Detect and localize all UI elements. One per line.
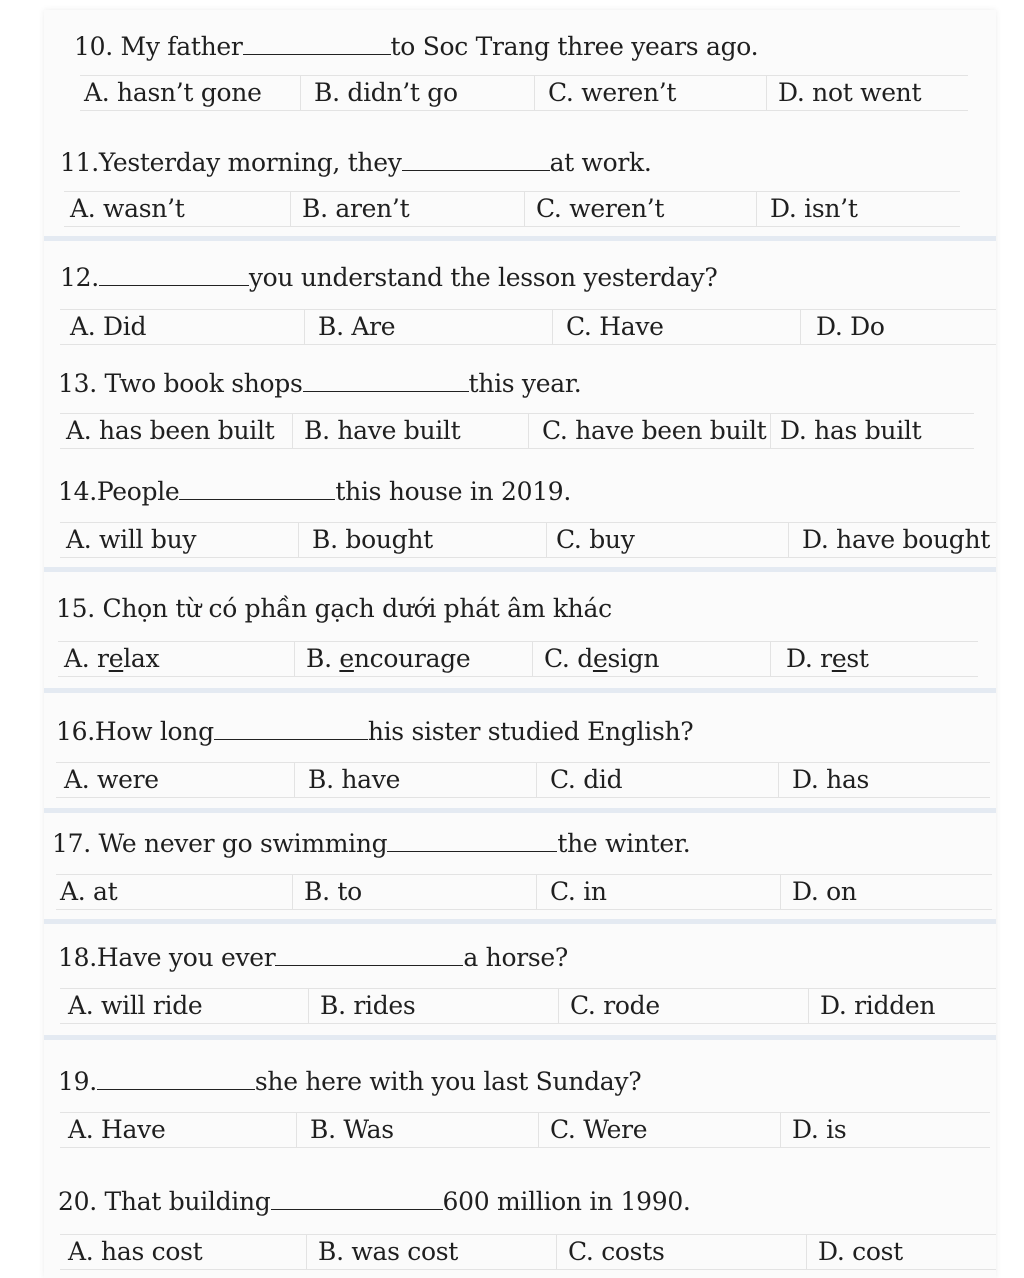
option-c[interactable]: C. in xyxy=(550,877,607,906)
question-stem: 17. We never go swimming the winter. xyxy=(52,828,691,858)
option-d[interactable]: D. on xyxy=(792,877,857,906)
option-b[interactable]: B. aren’t xyxy=(302,194,410,223)
options-row xyxy=(60,413,974,449)
option-c[interactable]: C. have been built xyxy=(542,416,767,445)
options-row xyxy=(80,75,968,111)
answer-blank xyxy=(243,30,391,55)
option-c[interactable]: C. weren’t xyxy=(548,78,677,107)
option-a[interactable]: A. will buy xyxy=(66,525,197,554)
answer-blank xyxy=(402,146,550,171)
option-a[interactable]: A. Did xyxy=(70,312,147,341)
option-d[interactable]: D. Do xyxy=(816,312,885,341)
option-c[interactable]: C. weren’t xyxy=(536,194,665,223)
option-c[interactable]: C. Were xyxy=(550,1115,648,1144)
option-a[interactable]: A. were xyxy=(64,765,159,794)
answer-blank xyxy=(275,941,463,966)
underlined-letter: e xyxy=(339,644,354,673)
option-c[interactable]: C. rode xyxy=(570,991,660,1020)
option-a[interactable]: A. has been built xyxy=(66,416,275,445)
options-row xyxy=(64,191,960,227)
option-d[interactable]: D. have bought xyxy=(802,525,991,554)
divider xyxy=(44,236,996,241)
answer-blank xyxy=(99,261,249,286)
answer-blank xyxy=(214,715,368,740)
option-b[interactable]: B. have built xyxy=(304,416,461,445)
option-b[interactable]: B. didn’t go xyxy=(314,78,458,107)
question-stem: 12. you understand the lesson yesterday? xyxy=(60,262,718,292)
underlined-letter: e xyxy=(592,644,608,673)
options-row xyxy=(60,988,996,1024)
options-row xyxy=(60,522,996,558)
option-a[interactable]: A. at xyxy=(60,877,118,906)
option-b[interactable]: B. to xyxy=(304,877,362,906)
options-row xyxy=(60,1112,990,1148)
option-c[interactable]: C. design xyxy=(544,644,660,673)
question-stem: 19. she here with you last Sunday? xyxy=(58,1066,642,1096)
answer-blank xyxy=(303,367,469,392)
divider xyxy=(44,808,996,813)
options-row xyxy=(60,1234,996,1270)
divider xyxy=(44,919,996,924)
worksheet xyxy=(44,10,996,1278)
option-b[interactable]: B. Are xyxy=(318,312,396,341)
option-b[interactable]: B. encourage xyxy=(306,644,471,673)
option-d[interactable]: D. has built xyxy=(780,416,922,445)
option-a[interactable]: A. has cost xyxy=(68,1237,203,1266)
question-stem: 13. Two book shops this year. xyxy=(58,368,582,398)
divider xyxy=(44,1035,996,1040)
options-row xyxy=(56,762,990,798)
option-c[interactable]: C. buy xyxy=(556,525,635,554)
option-c[interactable]: C. did xyxy=(550,765,623,794)
option-a[interactable]: A. will ride xyxy=(68,991,203,1020)
underlined-letter: e xyxy=(108,644,124,673)
option-d[interactable]: D. not went xyxy=(778,78,922,107)
divider xyxy=(44,688,996,693)
option-a[interactable]: A. wasn’t xyxy=(70,194,185,223)
options-row xyxy=(58,641,978,677)
option-b[interactable]: B. Was xyxy=(310,1115,394,1144)
answer-blank xyxy=(97,1065,255,1090)
options-row xyxy=(56,874,992,910)
answer-blank xyxy=(387,827,557,852)
option-c[interactable]: C. costs xyxy=(568,1237,665,1266)
option-d[interactable]: D. ridden xyxy=(820,991,936,1020)
answer-blank xyxy=(271,1185,443,1210)
options-row xyxy=(60,309,996,345)
question-stem: 14.People this house in 2019. xyxy=(58,476,572,506)
question-stem: 15. Chọn từ có phần gạch dưới phát âm khác xyxy=(56,594,612,623)
option-d[interactable]: D. rest xyxy=(786,644,869,673)
divider xyxy=(44,567,996,572)
option-d[interactable]: D. isn’t xyxy=(770,194,858,223)
question-stem: 16.How long his sister studied English? xyxy=(56,716,694,746)
question-stem: 10. My father to Soc Trang three years ago. xyxy=(74,31,759,61)
question-stem: 20. That building 600 million in 1990. xyxy=(58,1186,691,1216)
option-a[interactable]: A. Have xyxy=(68,1115,166,1144)
option-a[interactable]: A. hasn’t gone xyxy=(84,78,262,107)
option-b[interactable]: B. have xyxy=(308,765,401,794)
question-stem: 18.Have you ever a horse? xyxy=(58,942,569,972)
option-a[interactable]: A. relax xyxy=(64,644,160,673)
option-c[interactable]: C. Have xyxy=(566,312,664,341)
option-b[interactable]: B. rides xyxy=(320,991,416,1020)
underlined-letter: e xyxy=(831,644,847,673)
option-d[interactable]: D. has xyxy=(792,765,870,794)
question-stem: 11.Yesterday morning, they at work. xyxy=(60,147,652,177)
answer-blank xyxy=(179,475,335,500)
option-b[interactable]: B. bought xyxy=(312,525,433,554)
option-d[interactable]: D. is xyxy=(792,1115,847,1144)
option-d[interactable]: D. cost xyxy=(818,1237,903,1266)
option-b[interactable]: B. was cost xyxy=(318,1237,458,1266)
